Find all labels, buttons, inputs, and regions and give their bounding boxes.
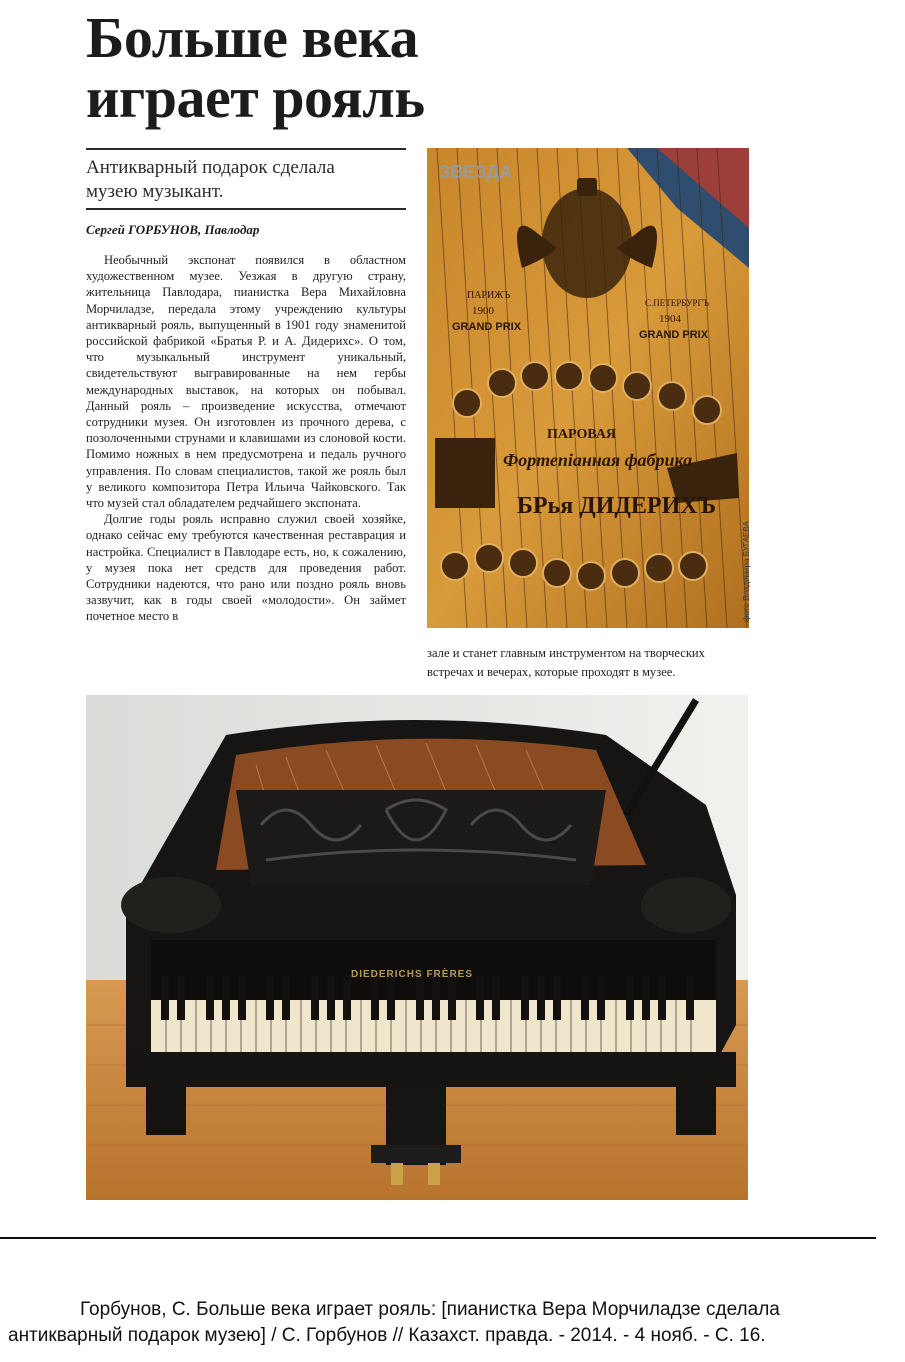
subtitle-line-1: Антикварный подарок сделала (86, 157, 335, 178)
expo-left-city: ПАРИЖЪ (467, 290, 511, 301)
expo-left-award: GRAND PRIX (452, 321, 522, 333)
expo-right-year: 1904 (659, 313, 681, 325)
body-paragraph-2: Долгие годы рояль исправно служил своей хозяйке, однако сейчас ему требуются качественная реставрация и настройка. Специалист в Павлодаре есть, но, к сожалению, у музея пока нет средств для проведения работ. Сотрудники надеются, что рано или поздно рояль вновь зазвучит, как в годы своей «молодости». Он займет почетное место в (86, 512, 406, 624)
expo-right-award: GRAND PRIX (639, 329, 709, 341)
expo-right-city: С.ПЕТЕРБУРГЪ (645, 298, 710, 308)
citation-line-2: антикварный подарок музею] / С. Горбунов // Казахст. правда. - 2014. - 4 нояб. - С. 16. (8, 1325, 766, 1346)
article-subtitle (86, 156, 406, 204)
citation-line-1: Горбунов, С. Больше века играет рояль: [пианистка Вера Морчиладзе сделала (80, 1299, 780, 1320)
photo-credit: фото Владимира БУГАЕВА (742, 521, 751, 622)
watermark-text: ЗВЕЗДА (439, 162, 513, 182)
factory-line-2: Фортепіанная фабрика (503, 450, 693, 470)
grand-piano-photo (86, 695, 748, 1200)
headline-line-1: Больше века (86, 5, 419, 70)
subtitle-line-2: музею музыкант. (86, 181, 224, 202)
headline-line-2: играет рояль (86, 65, 425, 130)
piano-harp-photo (427, 148, 749, 628)
article-byline: Сергей ГОРБУНОВ, Павлодар (86, 222, 260, 237)
expo-left-year: 1900 (472, 305, 494, 317)
factory-line-1: ПАРОВАЯ (547, 427, 617, 442)
article-body (86, 252, 406, 625)
subtitle-top-rule (86, 148, 406, 150)
article-continuation: зале и станет главным инструментом на творческих встречах и вечерах, которые проходят в музее. (427, 646, 705, 679)
subtitle-bottom-rule (86, 208, 406, 210)
citation-divider (0, 1237, 876, 1239)
body-paragraph-1: Необычный экспонат появился в областном художественном музее. Уезжая в другую страну, жительница Павлодара, пианистка Вера Михайловна Морчиладзе, передала этому учреждению культуры антикварный рояль, выпущенный в 1901 году знаменитой российской фабрикой «Братья Р. и А. Дидерихс». О том, что музыкальный инструмент уникальный, свидетельствуют выгравированные на нем гербы международных выставок, на которых он побывал. Данный рояль – произведение искусства, отмечают сотрудники музея. Он изготовлен из прочного дерева, с позолоченными струнами и клавишами из слоновой кости. Помимо ножных в нем предусмотрена и педаль ручного управления. По словам специалистов, такой же рояль был у великого композитора Петра Ильича Чайковского. Так что музей стал обладателем редчайшего экспоната. (86, 253, 406, 511)
bibliographic-citation (8, 1297, 898, 1349)
factory-line-3: БРья ДИДЕРИХЪ (517, 493, 716, 519)
piano-brand: DIEDERICHS FRÈRES (351, 969, 474, 980)
article-headline (86, 5, 526, 130)
